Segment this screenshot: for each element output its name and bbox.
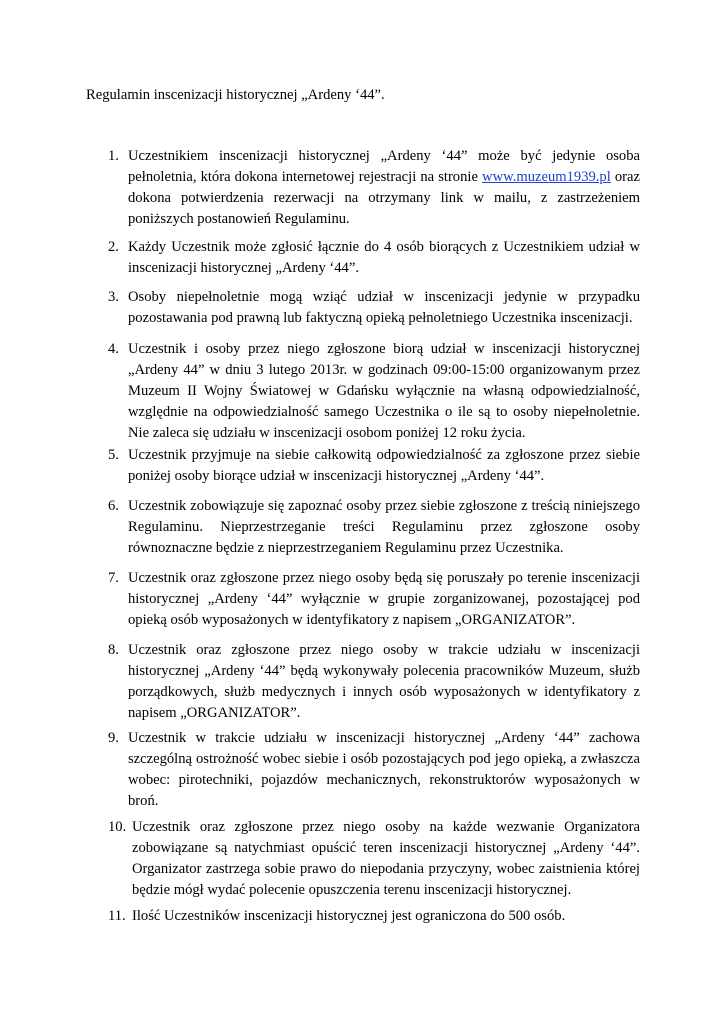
rule-item-5 [108, 445, 640, 487]
rule-text: Każdy Uczestnik może zgłosić łącznie do 4 osób biorących z Uczestnikiem udział w inscenizacji historycznej „Ardeny ‘44”. [128, 239, 640, 276]
rule-text: Ilość Uczestników inscenizacji historycznej jest ograniczona do 500 osób. [132, 908, 566, 924]
rule-number: 1. [108, 148, 119, 164]
rule-number: 6. [108, 498, 119, 514]
rule-text-part: oraz dokona potwierdzenia rezerwacji na otrzymany link w mailu, z zastrzeżeniem poniższych postanowień Regulaminu. [128, 169, 640, 227]
website-link[interactable]: www.muzeum1939.pl [482, 169, 611, 185]
rule-item-8 [108, 640, 640, 724]
rule-number: 7. [108, 570, 119, 586]
rule-item-2 [108, 237, 640, 279]
rule-text: Uczestnik oraz zgłoszone przez niego osoby na każde wezwanie Organizatora zobowiązane są natychmiast opuścić teren inscenizacji historycznej „Ardeny ‘44”. Organizator zastrzega sobie prawo do niepodania przyczyny, wobec zaistnienia której będzie mógł wydać polecenie opuszczenia terenu inscenizacji historycznej. [132, 819, 640, 898]
rule-item-10 [108, 817, 640, 901]
rule-item-1 [108, 146, 640, 230]
rule-number: 5. [108, 447, 119, 463]
rule-number: 4. [108, 341, 119, 357]
rule-item-11 [108, 906, 640, 927]
rule-text: Uczestnik i osoby przez niego zgłoszone biorą udział w inscenizacji historycznej „Ardeny 44” w dniu 3 lutego 2013r. w godzinach 09:00-15:00 organizowanym przez Muzeum II Wojny Światowej w Gdańsku wyłącznie na własną odpowiedzialność, względnie na odpowiedzialność samego Uczestnika o ile są to osoby niepełnoletnie. Nie zaleca się udziału w inscenizacji osobom poniżej 12 roku życia. [128, 341, 640, 441]
rule-number: 2. [108, 239, 119, 255]
rule-text: Uczestnik przyjmuje na siebie całkowitą odpowiedzialność za zgłoszone przez siebie poniżej osoby biorące udział w inscenizacji historycznej „Ardeny ‘44”. [128, 447, 640, 484]
rule-text: Uczestnik w trakcie udziału w inscenizacji historycznej „Ardeny ‘44” zachowa szczególną ostrożność wobec siebie i osób pozostających pod jego opieką, a zwłaszcza wobec: pirotechniki, pojazdów mechanicznych, rekonstruktorów wyposażonych w broń. [128, 730, 640, 809]
rule-number: 8. [108, 642, 119, 658]
rule-item-6 [108, 496, 640, 559]
rule-item-9 [108, 728, 640, 812]
rule-text-part: Uczestnikiem inscenizacji historycznej „Ardeny ‘44” może być jedynie osoba pełnoletnia, która dokona internetowej rejestracji na stronie [128, 148, 640, 185]
rule-text: Uczestnik zobowiązuje się zapoznać osoby przez siebie zgłoszone z treścią niniejszego Regulaminu. Nieprzestrzeganie treści Regulaminu przez zgłoszone osoby równoznaczne będzie z nieprzestrzeganiem Regulaminu przez Uczestnika. [128, 498, 640, 556]
rule-text: Osoby niepełnoletnie mogą wziąć udział w inscenizacji jedynie w przypadku pozostawania pod prawną lub faktyczną opieką pełnoletniego Uczestnika inscenizacji. [128, 289, 640, 326]
rule-text: Uczestnik oraz zgłoszone przez niego osoby będą się poruszały po terenie inscenizacji historycznej „Ardeny ‘44” wyłącznie w grupie zorganizowanej, pozostającej pod opieką osób wyposażonych w identyfikatory z napisem „ORGANIZATOR”. [128, 570, 640, 628]
rule-number: 11. [108, 908, 126, 924]
rule-number: 9. [108, 730, 119, 746]
rule-item-7 [108, 568, 640, 631]
document-title: Regulamin inscenizacji historycznej „Ardeny ‘44”. [86, 87, 385, 103]
rule-text: Uczestnik oraz zgłoszone przez niego osoby w trakcie udziału w inscenizacji historycznej „Ardeny ‘44” będą wykonywały polecenia pracowników Muzeum, służb porządkowych, służb medycznych i innych osób wyposażonych w identyfikatory z napisem „ORGANIZATOR”. [128, 642, 640, 721]
rule-number: 3. [108, 289, 119, 305]
rule-item-4 [108, 339, 640, 444]
rule-item-3 [108, 287, 640, 329]
rule-text [128, 146, 640, 230]
rule-number: 10. [108, 819, 127, 835]
